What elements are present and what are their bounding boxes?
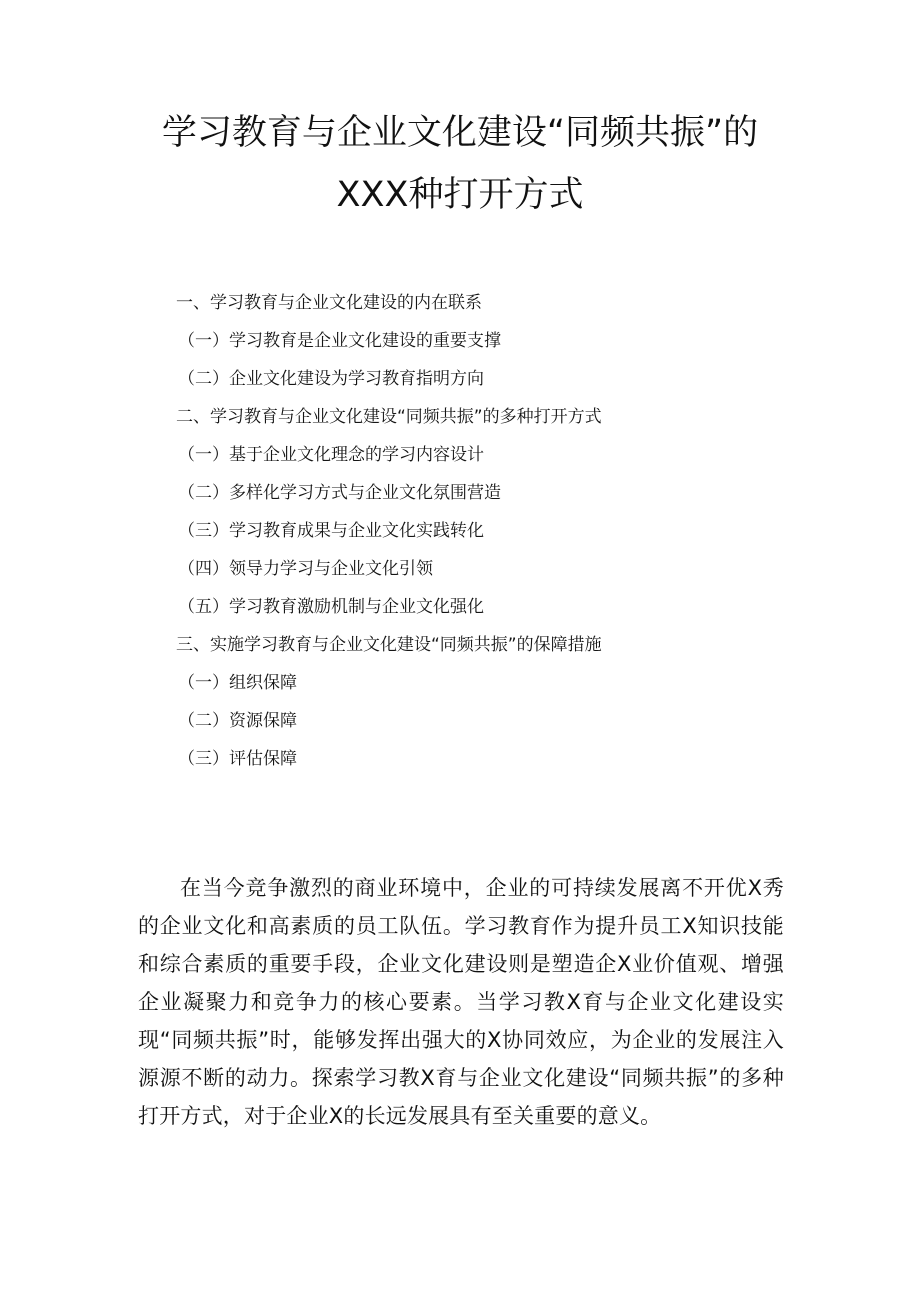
toc-item: （五）学习教育激励机制与企业文化强化: [178, 597, 484, 617]
toc-item: （二）多样化学习方式与企业文化氛围营造: [178, 483, 501, 503]
toc-item: （一）学习教育是企业文化建设的重要支撑: [178, 331, 501, 351]
toc-item: （三）评估保障: [178, 749, 297, 769]
toc-item: 三、实施学习教育与企业文化建设“同频共振”的保障措施: [176, 635, 602, 655]
toc-item: （二）资源保障: [178, 711, 297, 731]
intro-paragraph: 在当今竞争激烈的商业环境中，企业的可持续发展离不开优X秀的企业文化和高素质的员工队伍。学习教育作为提升员工X知识技能和综合素质的重要手段，企业文化建设则是塑造企X业价值观、增强企业凝聚力和竞争力的核心要素。当学习教X育与企业文化建设实现“同频共振”时，能够发挥出强大的X协同效应，为企业的发展注入源源不断的动力。探索学习教X育与企业文化建设“同频共振”的多种打开方式，对于企业X的长远发展具有至关重要的意义。: [138, 876, 784, 1128]
document-title-line-2: XXX种打开方式: [336, 175, 584, 215]
toc-item: （一）组织保障: [178, 673, 297, 693]
toc-item: 二、学习教育与企业文化建设“同频共振”的多种打开方式: [176, 407, 602, 427]
toc-item: （四）领导力学习与企业文化引领: [178, 559, 433, 579]
document-title-line-1: 学习教育与企业文化建设“同频共振”的: [161, 113, 759, 153]
toc-item: （一）基于企业文化理念的学习内容设计: [178, 445, 484, 465]
table-of-contents: [176, 291, 826, 785]
toc-item: （二）企业文化建设为学习教育指明方向: [178, 369, 484, 389]
toc-item: 一、学习教育与企业文化建设的内在联系: [176, 293, 482, 313]
toc-item: （三）学习教育成果与企业文化实践转化: [178, 521, 484, 541]
